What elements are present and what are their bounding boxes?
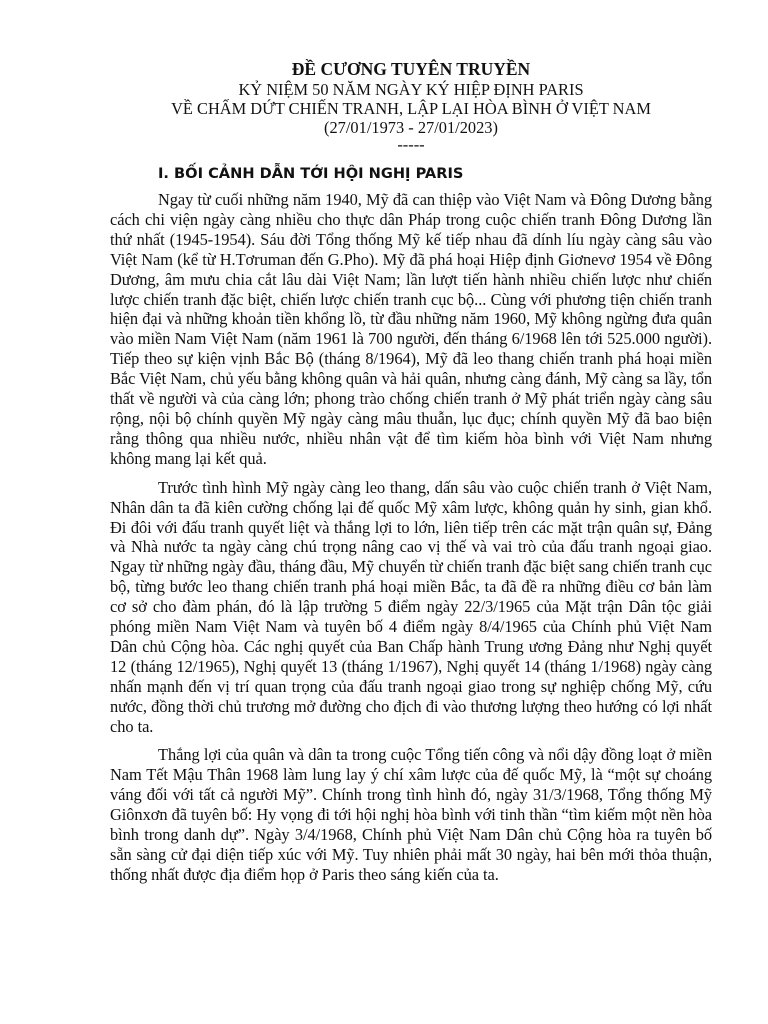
document-page	[110, 58, 712, 894]
subtitle-line-1: KỶ NIỆM 50 NĂM NGÀY KÝ HIỆP ĐỊNH PARIS	[238, 80, 584, 99]
paragraph-3: Thắng lợi của quân và dân ta trong cuộc Tổng tiến công và nổi dậy đồng loạt ở miền Nam Tết Mậu Thân 1968 làm lung lay ý chí xâm lược của đế quốc Mỹ, là “một sự choáng váng đối với tất cả người Mỹ”. Chính trong tình hình đó, ngày 31/3/1968, Tổng thống Mỹ Giônxơn đã tuyên bố: Hy vọng đi tới hội nghị hòa bình với tinh thần “tìm kiếm một nền hòa bình trong danh dự”. Ngày 3/4/1968, Chính phủ Việt Nam Dân chủ Cộng hòa ra tuyên bố sẵn sàng cử đại diện tiếp xúc với Mỹ. Tuy nhiên phải mất 30 ngày, hai bên mới thỏa thuận, thống nhất được địa điểm họp ở Paris theo sáng kiến của ta.	[110, 745, 712, 884]
header-divider: -----	[397, 135, 425, 154]
subtitle-line-2: VỀ CHẤM DỨT CHIẾN TRANH, LẬP LẠI HÒA BÌNH Ở VIỆT NAM	[171, 99, 651, 118]
section-heading: I. BỐI CẢNH DẪN TỚI HỘI NGHỊ PARIS	[158, 165, 464, 182]
document-header	[110, 58, 712, 153]
paragraph-1: Ngay từ cuối những năm 1940, Mỹ đã can thiệp vào Việt Nam và Đông Dương bằng cách chi viện ngày càng nhiều cho thực dân Pháp trong cuộc chiến tranh Đông Dương lần thứ nhất (1945-1954). Sáu đời Tổng thống Mỹ kế tiếp nhau đã dính líu ngày càng sâu vào Việt Nam (kể từ H.Tơruman đến G.Pho). Mỹ đã phá hoại Hiệp định Giơnevơ 1954 về Đông Dương, âm mưu chia cắt lâu dài Việt Nam; lần lượt tiến hành nhiều chiến lược như chiến lược chiến tranh đặc biệt, chiến lược chiến tranh cục bộ... Cùng với phương tiện chiến tranh hiện đại và những khoản tiền khổng lồ, từ đầu những năm 1960, Mỹ không ngừng đưa quân vào miền Nam Việt Nam (năm 1961 là 700 người, đến tháng 6/1968 lên tới 525.000 người). Tiếp theo sự kiện vịnh Bắc Bộ (tháng 8/1964), Mỹ đã leo thang chiến tranh phá hoại miền Bắc Việt Nam, chủ yếu bằng không quân và hải quân, nhưng càng đánh, Mỹ càng sa lầy, tổn thất về người và của càng lớn; phong trào chống chiến tranh ở Mỹ phát triển ngày càng sâu rộng, nội bộ chính quyền Mỹ ngày càng mâu thuẫn, lục đục; chính quyền Mỹ đã bao biện rằng thông qua nhiều nước, nhiều nhân vật để tìm kiếm hòa bình với Việt Nam nhưng không mang lại kết quả.	[110, 190, 712, 468]
paragraph-2: Trước tình hình Mỹ ngày càng leo thang, dấn sâu vào cuộc chiến tranh ở Việt Nam, Nhân dân ta đã kiên cường chống lại đế quốc Mỹ xâm lược, không quản hy sinh, gian khổ. Đi đôi với đấu tranh quyết liệt và thắng lợi to lớn, liên tiếp trên các mặt trận quân sự, Đảng và Nhà nước ta ngày càng chú trọng nâng cao vị thế và vai trò của đấu tranh ngoại giao. Ngay từ những ngày đầu, tháng đầu, Mỹ chuyển từ chiến tranh đặc biệt sang chiến tranh cục bộ, từng bước leo thang chiến tranh phá hoại miền Bắc, ta đã đề ra những điều cơ bản làm cơ sở cho đàm phán, đó là lập trường 5 điểm ngày 22/3/1965 của Mặt trận Dân tộc giải phóng miền Nam Việt Nam và tuyên bố 4 điểm ngày 8/4/1965 của Chính phủ Việt Nam Dân chủ Cộng hòa. Các nghị quyết của Ban Chấp hành Trung ương Đảng như Nghị quyết 12 (tháng 12/1965), Nghị quyết 13 (tháng 1/1967), Nghị quyết 14 (tháng 1/1968) ngày càng nhấn mạnh đến vị trí quan trọng của đấu tranh ngoại giao trong sự nghiệp chống Mỹ, cứu nước, đồng thời chủ trương mở đường cho địch đi vào thương lượng theo hướng có lợi nhất cho ta.	[110, 477, 712, 736]
subtitle-date-range: (27/01/1973 - 27/01/2023)	[324, 118, 498, 137]
document-title: ĐỀ CƯƠNG TUYÊN TRUYỀN	[291, 59, 531, 79]
